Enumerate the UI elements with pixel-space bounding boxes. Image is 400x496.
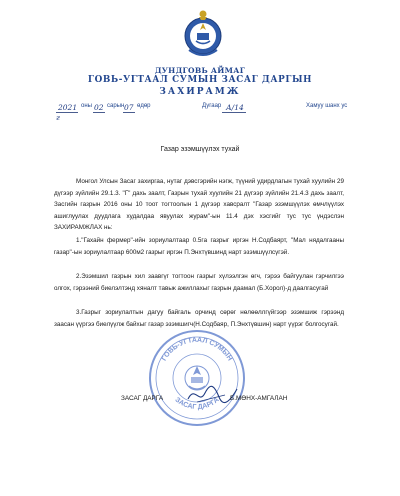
year-value: 2021	[58, 103, 78, 112]
preamble-text: Монгол Улсын Засаг захиргаа, нутаг дэвсгэрийн нэгж, түүний удирдлагын тухай хуулийн 29 дүгээр зүйлийн 29.1.3. "Г" дахь заалт, Газрын тухай хуулийн 21 дүгээр зүйлийн 21.4.3 дахь заалт, Засгийн газрын 2016 оны 10 тоот тогтоолын 1 дүгээр хавсралт "Газар эзэмшүүлэх өмчлүүлэх ашиглуулах дуудлага худалдаа явуулах журам"-ын 11.4 дэх хэсгийг тус тус үндэслэн ЗАХИРАМЖЛАХ нь:	[54, 178, 344, 232]
document-subject: Газар эзэмшүүлэх тухай	[160, 146, 240, 153]
body-paragraph-2	[54, 235, 344, 258]
side-mark-value: г	[56, 113, 60, 122]
signatory-name: Б.МӨНХ-АМГАЛАН	[230, 395, 288, 402]
month-rule	[93, 112, 105, 113]
order-item-3: 3.Газрыг зориулалтын дагуу байгаль орчинд сөрөг нөлөөллгүйгээр эзэмшиж гэрээнд заасан үүргээ биелүүлж байхыг газар эзэмшигч(Н.Содбаяр, П.Энхтүвшин) нарт үүрэг болгосугай.	[54, 309, 344, 328]
number-value-wrap	[226, 103, 244, 112]
signatory-title: ЗАСАГ ДАРГА	[121, 395, 164, 402]
state-emblem-icon	[183, 6, 223, 64]
order-item-1: 1."Гахайн фермер"-ийн зориулалтаар 0.5га газрыг иргэн Н.Содбаярт, "Мал нядалгааны газар"-ын зориулалтаар 600м2 газрыг иргэн П.Энхтүвшинд нарт эзэмшүүлсүгэй.	[54, 237, 344, 256]
body-paragraph-1	[54, 176, 344, 234]
document-type: ЗАХИРАМЖ	[159, 87, 241, 97]
day-rule	[123, 112, 135, 113]
aimag-name: ДУНДГОВЬ АЙМАГ	[154, 66, 246, 75]
year-suffix: оны	[81, 103, 92, 109]
svg-text:ГОВЬ-УГТААЛ СУМЫН	[161, 337, 233, 362]
stamp-bottom-text: ЗАСАГ ДАРГА	[173, 396, 221, 412]
stamp-top-text: ГОВЬ-УГТААЛ СУМЫН	[160, 336, 234, 363]
number-value: А/14	[226, 103, 244, 112]
month-value: 02	[94, 103, 104, 112]
month-suffix: сарын	[107, 103, 125, 109]
date-year	[58, 103, 77, 112]
number-label: Дугаар	[202, 103, 222, 109]
official-stamp	[147, 328, 247, 428]
number-rule	[222, 112, 246, 113]
body-paragraph-3	[54, 271, 344, 294]
date-month	[94, 103, 104, 112]
day-value: 07	[124, 103, 134, 112]
side-mark	[56, 113, 60, 122]
place-name: Хамуу шанх ус	[306, 103, 348, 109]
office-name: ГОВЬ-УГТААЛ СУМЫН ЗАСАГ ДАРГЫН	[87, 75, 313, 85]
order-item-2: 2.Эзэмшил газрын хил заавгүг тогтоон газрыг хүлээлгэн өгч, гэрээ байгуулан гэрчилгээ олгох, гэрээний биелэлтэнд хяналт тавьж ажиллахыг газрын даамал (Б.Хорол)-д даалгасугай	[54, 273, 344, 292]
date-day	[124, 103, 134, 112]
day-suffix: өдөр	[137, 103, 151, 109]
body-paragraph-4	[54, 307, 344, 330]
